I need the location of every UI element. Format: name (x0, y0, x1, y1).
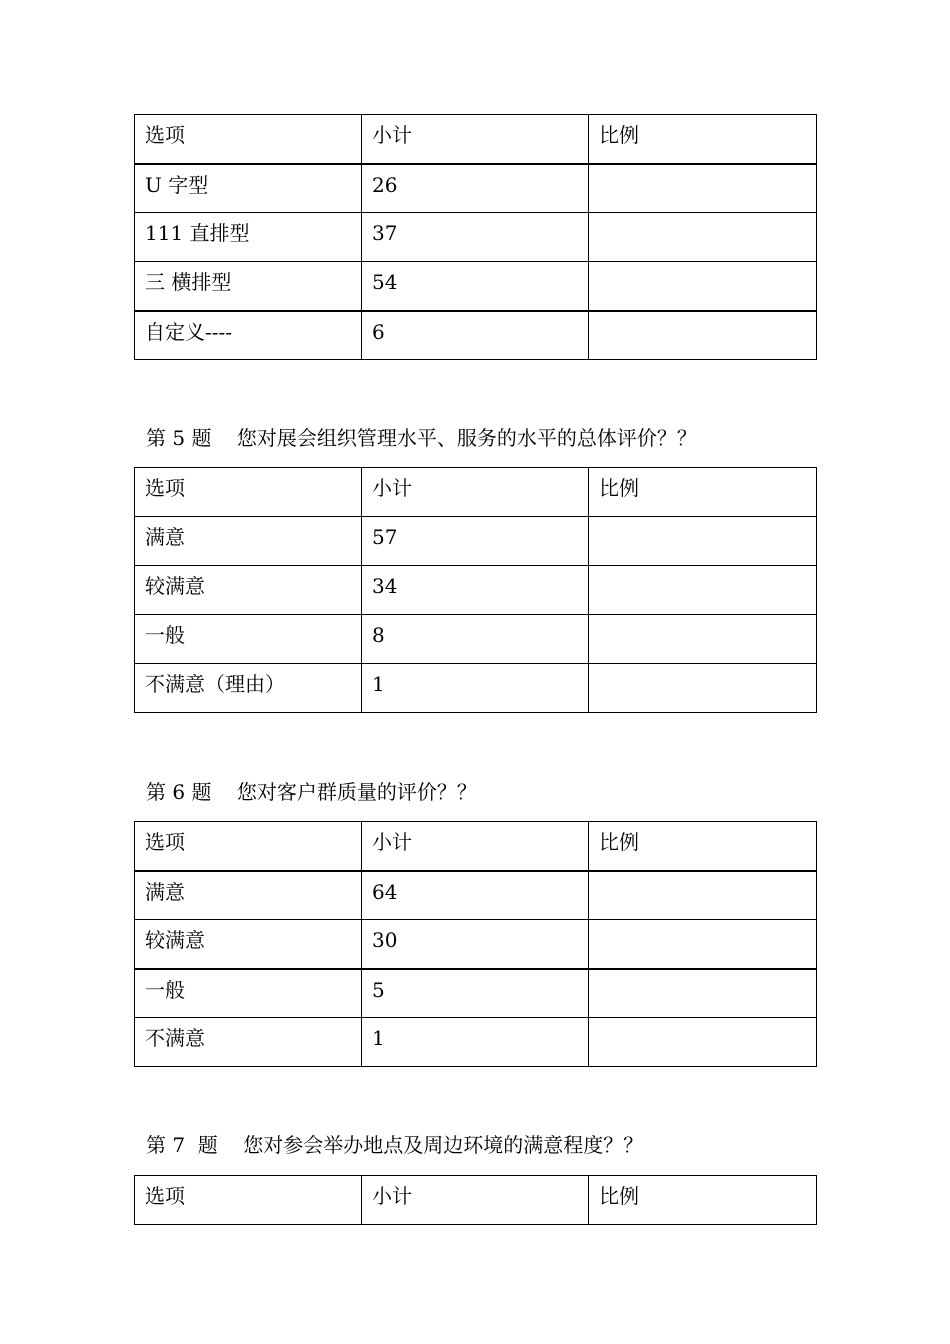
count-cell: 54 (362, 262, 589, 311)
table-header-row (135, 1176, 817, 1225)
ratio-cell (589, 164, 817, 213)
ratio-cell (589, 664, 817, 713)
table-row (135, 213, 817, 262)
header-ratio: 比例 (589, 115, 817, 164)
option-cell: 111 直排型 (135, 213, 362, 262)
header-ratio: 比例 (589, 1176, 817, 1225)
option-cell: 自定义---- (135, 311, 362, 360)
table-row (135, 664, 817, 713)
option-cell: U 字型 (135, 164, 362, 213)
table-row (135, 1018, 817, 1067)
option-cell: 满意 (135, 871, 362, 920)
option-cell: 一般 (135, 615, 362, 664)
ratio-cell (589, 213, 817, 262)
layout-table-continued (134, 114, 817, 360)
ratio-cell (589, 615, 817, 664)
header-count: 小计 (362, 115, 589, 164)
table-header-row (135, 822, 817, 871)
header-option: 选项 (135, 822, 362, 871)
question-5-title: 第 5 题 您对展会组织管理水平、服务的水平的总体评价？？ (146, 426, 697, 450)
header-ratio: 比例 (589, 822, 817, 871)
header-option: 选项 (135, 1176, 362, 1225)
question-7-title: 第 7 题 您对参会举办地点及周边环境的满意程度？？ (146, 1133, 644, 1157)
option-cell: 不满意（理由） (135, 664, 362, 713)
table-row (135, 566, 817, 615)
ratio-cell (589, 566, 817, 615)
table-row (135, 262, 817, 311)
header-count: 小计 (362, 1176, 589, 1225)
count-cell: 57 (362, 517, 589, 566)
table-row (135, 871, 817, 920)
option-cell: 较满意 (135, 920, 362, 969)
ratio-cell (589, 1018, 817, 1067)
table-row (135, 920, 817, 969)
count-cell: 34 (362, 566, 589, 615)
table-row (135, 517, 817, 566)
ratio-cell (589, 262, 817, 311)
table-row (135, 615, 817, 664)
count-cell: 26 (362, 164, 589, 213)
option-cell: 较满意 (135, 566, 362, 615)
question-5-table (134, 467, 817, 713)
header-option: 选项 (135, 468, 362, 517)
ratio-cell (589, 311, 817, 360)
question-6-title: 第 6 题 您对客户群质量的评价？？ (146, 780, 477, 804)
table-header-row (135, 115, 817, 164)
header-ratio: 比例 (589, 468, 817, 517)
question-6-table (134, 821, 817, 1067)
ratio-cell (589, 871, 817, 920)
option-cell: 不满意 (135, 1018, 362, 1067)
ratio-cell (589, 969, 817, 1018)
header-count: 小计 (362, 822, 589, 871)
ratio-cell (589, 920, 817, 969)
option-cell: 三 横排型 (135, 262, 362, 311)
table-row (135, 311, 817, 360)
count-cell: 64 (362, 871, 589, 920)
count-cell: 1 (362, 664, 589, 713)
ratio-cell (589, 517, 817, 566)
header-count: 小计 (362, 468, 589, 517)
count-cell: 1 (362, 1018, 589, 1067)
option-cell: 满意 (135, 517, 362, 566)
table-row (135, 164, 817, 213)
count-cell: 5 (362, 969, 589, 1018)
option-cell: 一般 (135, 969, 362, 1018)
header-option: 选项 (135, 115, 362, 164)
count-cell: 30 (362, 920, 589, 969)
table-row (135, 969, 817, 1018)
count-cell: 6 (362, 311, 589, 360)
table-header-row (135, 468, 817, 517)
question-7-table (134, 1175, 817, 1225)
count-cell: 8 (362, 615, 589, 664)
count-cell: 37 (362, 213, 589, 262)
